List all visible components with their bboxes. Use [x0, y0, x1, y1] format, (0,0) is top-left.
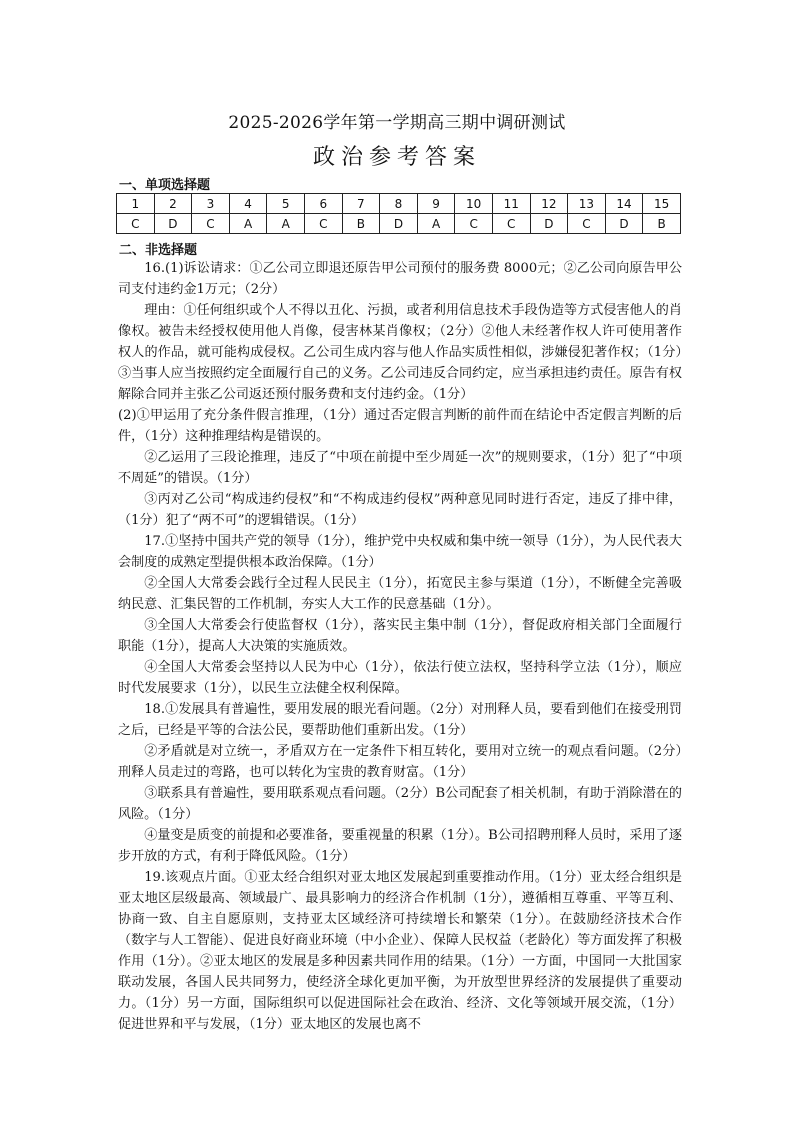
section-heading-non-choice: 二、非选择题: [119, 243, 198, 258]
answer-paragraph: ③全国人大常委会行使监督权（1分），落实民主集中制（1分），督促政府相关部门全面履行职能（1分），提高人大决策的实施质效。: [118, 618, 682, 654]
question-number-cell: 4: [229, 194, 267, 214]
question-number-cell: 13: [568, 194, 606, 214]
question-number-cell: 14: [605, 194, 643, 214]
answer-paragraph: (2)①甲运用了充分条件假言推理，（1分）通过否定假言判断的前件而在结论中否定假言判断的后件，（1分）这种推理结构是错误的。: [118, 408, 682, 444]
question-number-cell: 6: [304, 194, 342, 214]
answer-cell: A: [417, 214, 455, 234]
answer-table: [116, 193, 681, 234]
answer-cell: C: [192, 214, 230, 234]
question-number-cell: 8: [380, 194, 418, 214]
answer-cell: C: [117, 214, 155, 234]
answer-paragraph: 16.(1)诉讼请求：①乙公司立即退还原告甲公司预付的服务费 8000元；②乙公司向原告甲公司支付违约金1万元；（2分）: [118, 261, 682, 297]
section-heading-multiple-choice: 一、单项选择题: [119, 178, 211, 193]
answer-paragraph: ②乙运用了三段论推理，违反了“中项在前提中至少周延一次”的规则要求，（1分）犯了“中项不周延”的错误。（1分）: [118, 450, 682, 486]
question-number-cell: 5: [267, 194, 305, 214]
answer-key-row: [117, 214, 681, 234]
question-number-cell: 9: [417, 194, 455, 214]
answer-cell: D: [154, 214, 192, 234]
answer-paragraph: ③联系具有普遍性，要用联系观点看问题。（2分）B公司配套了相关机制，有助于消除潜在的风险。（1分）: [118, 786, 682, 822]
question-number-cell: 7: [342, 194, 380, 214]
answer-paragraph: ③丙对乙公司“构成违约侵权”和“不构成违约侵权”两种意见同时进行否定，违反了排中律，（1分）犯了“两不可”的逻辑错误。（1分）: [118, 492, 682, 528]
answer-paragraph: ②矛盾就是对立统一，矛盾双方在一定条件下相互转化，要用对立统一的观点看问题。（2分）刑释人员走过的弯路，也可以转化为宝贵的教育财富。（1分）: [118, 744, 682, 780]
question-number-cell: 1: [117, 194, 155, 214]
answer-paragraph: ④量变是质变的前提和必要准备，要重视量的积累（1分）。B公司招聘刑释人员时，采用了逐步开放的方式，有利于降低风险。（1分）: [118, 828, 682, 864]
answer-cell: C: [455, 214, 493, 234]
answer-cell: C: [304, 214, 342, 234]
answer-paragraph: ②全国人大常委会践行全过程人民民主（1分），拓宽民主参与渠道（1分），不断健全完善吸纳民意、汇集民智的工作机制，夯实人大工作的民意基础（1分）。: [118, 576, 682, 612]
answer-cell: A: [229, 214, 267, 234]
answer-paragraph: 17.①坚持中国共产党的领导（1分），维护党中央权威和集中统一领导（1分），为人民代表大会制度的成熟定型提供根本政治保障。（1分）: [118, 534, 682, 570]
document-title: 2025-2026学年第一学期高三期中调研测试: [228, 113, 566, 133]
answer-cell: C: [568, 214, 606, 234]
answer-cell: D: [380, 214, 418, 234]
question-number-cell: 2: [154, 194, 192, 214]
answer-cell: D: [530, 214, 568, 234]
question-number-cell: 12: [530, 194, 568, 214]
answer-cell: B: [643, 214, 681, 234]
document-subtitle: 政治参考答案: [312, 145, 481, 170]
answer-cell: B: [342, 214, 380, 234]
answer-cell: A: [267, 214, 305, 234]
answer-paragraph: 理由：①任何组织或个人不得以丑化、污损，或者利用信息技术手段伪造等方式侵害他人的肖像权。被告未经授权使用他人肖像，侵害林某肖像权；（2分）②他人未经著作权人许可使用著作权人的作品，就可能构成侵权。乙公司生成内容与他人作品实质性相似，涉嫌侵犯著作权；（1分）③当事人应当按照约定全面履行自己的义务。乙公司违反合同约定，应当承担违约责任。原告有权解除合同并主张乙公司返还预付服务费和支付违约金。（1分）: [118, 303, 682, 402]
question-number-cell: 3: [192, 194, 230, 214]
question-number-row: [117, 194, 681, 214]
question-number-cell: 15: [643, 194, 681, 214]
answer-cell: D: [605, 214, 643, 234]
answer-paragraph: 19.该观点片面。①亚太经合组织对亚太地区发展起到重要推动作用。（1分）亚太经合组织是亚太地区层级最高、领域最广、最具影响力的经济合作机制（1分），遵循相互尊重、平等互利、协商一致、自主自愿原则，支持亚太区域经济可持续增长和繁荣（1分）。在鼓励经济技术合作（数字与人工智能）、促进良好商业环境（中小企业）、保障人民权益（老龄化）等方面发挥了积极作用（1分）。②亚太地区的发展是多种因素共同作用的结果。（1分）一方面，中国同一大批国家联动发展，各国人民共同努力，使经济全球化更加平衡，为开放型世界经济的发展提供了重要动力。（1分）另一方面，国际组织可以促进国际社会在政治、经济、文化等领域开展交流，（1分）促进世界和平与发展，（1分）亚太地区的发展也离不: [118, 870, 682, 1032]
answer-paragraph: ④全国人大常委会坚持以人民为中心（1分），依法行使立法权，坚持科学立法（1分），顺应时代发展要求（1分），以民生立法健全权利保障。: [118, 660, 682, 696]
answer-explanations: [118, 258, 682, 1035]
answer-paragraph: 18.①发展具有普遍性，要用发展的眼光看问题。（2分）对刑释人员，要看到他们在接受刑罚之后，已经是平等的合法公民，要帮助他们重新出发。（1分）: [118, 702, 682, 738]
question-number-cell: 10: [455, 194, 493, 214]
question-number-cell: 11: [492, 194, 530, 214]
answer-cell: C: [492, 214, 530, 234]
